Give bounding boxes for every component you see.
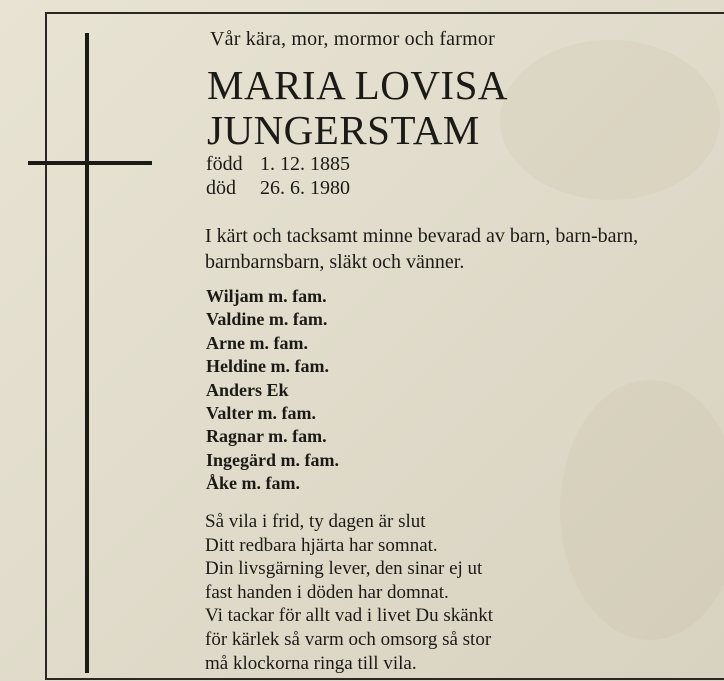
mourner-item: Anders Ek [206, 379, 289, 400]
born-date: 1. 12. 1885 [260, 153, 350, 175]
memory-text: I kärt och tacksamt minne bevarad av barn, barn-barn, barnbarnsbarn, släkt och vänner. [205, 225, 639, 273]
mourner-item: Ingegärd m. fam. [206, 449, 339, 470]
mourner-item: Valdine m. fam. [206, 309, 328, 330]
mourner-item: Wiljam m. fam. [206, 286, 327, 306]
died-row [206, 176, 350, 200]
verse-line: fast handen i döden har domnat. [205, 581, 449, 603]
died-label: död [206, 177, 236, 199]
mourner-item: Heldine m. fam. [206, 356, 329, 377]
born-row [206, 152, 350, 176]
verse-line: Så vila i frid, ty dagen är slut [205, 511, 426, 532]
life-dates [206, 152, 350, 200]
died-date: 26. 6. 1980 [260, 177, 350, 199]
verse-line: Ditt redbara hjärta har somnat. [205, 534, 438, 556]
mourner-item: Ragnar m. fam. [206, 426, 327, 447]
mourner-item: Valter m. fam. [206, 403, 316, 424]
verse-line: Din livsgärning lever, den sinar ej ut [205, 558, 483, 580]
mourners-list [206, 285, 339, 496]
verse-line: må klockorna ringa till vila. [205, 652, 417, 674]
intro-line: Vår kära, mor, mormor och farmor [210, 28, 495, 50]
mourner-item: Arne m. fam. [206, 332, 308, 353]
verse-line: för kärlek så varm och omsorg så stor [205, 628, 492, 650]
verse-line: Vi tackar för allt vad i livet Du skänkt [205, 605, 493, 627]
born-label: född [206, 153, 243, 175]
cross-horizontal-bar [28, 161, 152, 165]
deceased-name-first: MARIA LOVISA [207, 62, 508, 108]
deceased-name-last: JUNGERSTAM [207, 107, 480, 153]
mourner-item: Åke m. fam. [206, 473, 300, 494]
cross-vertical-bar [85, 33, 89, 673]
memorial-verse [205, 510, 493, 675]
